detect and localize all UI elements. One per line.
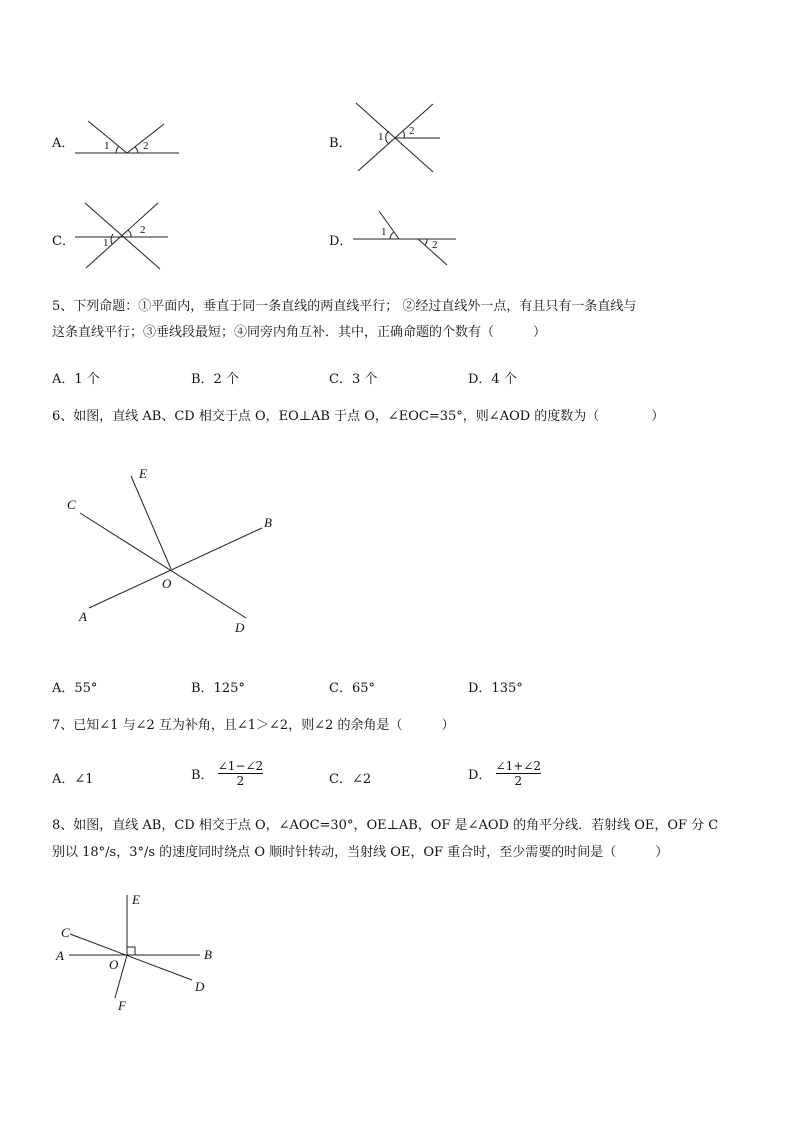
- point-o-label: O: [162, 576, 172, 591]
- angle-2-label: 2: [432, 239, 438, 251]
- point-c-label: C: [67, 497, 76, 512]
- option-d[interactable]: D．135°: [468, 681, 523, 696]
- option-b[interactable]: B．125°: [191, 681, 245, 696]
- point-e-label: E: [132, 892, 140, 907]
- option-c[interactable]: C．∠2: [329, 772, 372, 787]
- option-a[interactable]: A．∠1: [52, 772, 94, 787]
- option-a[interactable]: A．55°: [52, 681, 98, 696]
- question-text: 5、下列命题：①平面内，垂直于同一条直线的两直线平行； ②经过直线外一点，有且只有一条直线与: [52, 299, 637, 314]
- option-a[interactable]: A．1 个: [52, 372, 100, 387]
- option-letter: D．: [329, 234, 353, 249]
- point-d-label: D: [195, 979, 205, 994]
- point-b-label: B: [264, 515, 272, 530]
- question-text: 6、如图，直线 AB、CD 相交于点 O，EO⊥AB 于点 O，∠EOC=35°，则∠AOD 的度数为（ ）: [52, 409, 665, 424]
- point-a-label: A: [79, 609, 87, 624]
- option-d[interactable]: D．4 个: [468, 372, 517, 387]
- point-o-label: O: [109, 957, 119, 972]
- angle-1-label: 1: [381, 226, 387, 238]
- point-e-label: E: [139, 466, 147, 481]
- point-c-label: C: [61, 925, 70, 940]
- numerator: ∠1−∠2: [217, 759, 264, 773]
- denominator: 2: [236, 774, 245, 788]
- point-b-label: B: [204, 947, 212, 962]
- numerator: ∠1+∠2: [495, 759, 542, 773]
- option-letter: C．: [52, 234, 75, 249]
- question-text: 这条直线平行；③垂线段最短；④同旁内角互补．其中，正确命题的个数有（ ）: [52, 325, 547, 340]
- question-text: 别以 18°/s，3°/s 的速度同时绕点 O 顺时针转动，当射线 OE，OF 重合时，至少需要的时间是（ ）: [52, 845, 669, 860]
- point-d-label: D: [235, 620, 245, 635]
- point-a-label: A: [56, 948, 64, 963]
- angle-1-label: 1: [378, 131, 384, 143]
- denominator: 2: [514, 774, 523, 788]
- angle-2-label: 2: [143, 140, 149, 152]
- question-text: 7、已知∠1 与∠2 互为补角，且∠1＞∠2，则∠2 的余角是（ ）: [52, 718, 455, 733]
- question-text: 8、如图，直线 AB，CD 相交于点 O，∠AOC=30°，OE⊥AB，OF 是∠AOD 的角平分线．若射线 OE，OF 分 C: [52, 818, 719, 833]
- option-letter: B．: [191, 768, 214, 783]
- angle-2-label: 2: [140, 224, 146, 236]
- option-b[interactable]: B．2 个: [191, 372, 239, 387]
- angle-1-label: 1: [103, 237, 109, 249]
- angle-1-label: 1: [104, 140, 110, 152]
- option-c[interactable]: C．65°: [329, 681, 375, 696]
- angle-2-label: 2: [409, 125, 415, 137]
- option-letter: A．: [52, 136, 75, 151]
- option-letter: B．: [329, 136, 352, 151]
- option-c[interactable]: C．3 个: [329, 372, 378, 387]
- point-f-label: F: [118, 998, 126, 1013]
- option-letter: D．: [468, 768, 492, 783]
